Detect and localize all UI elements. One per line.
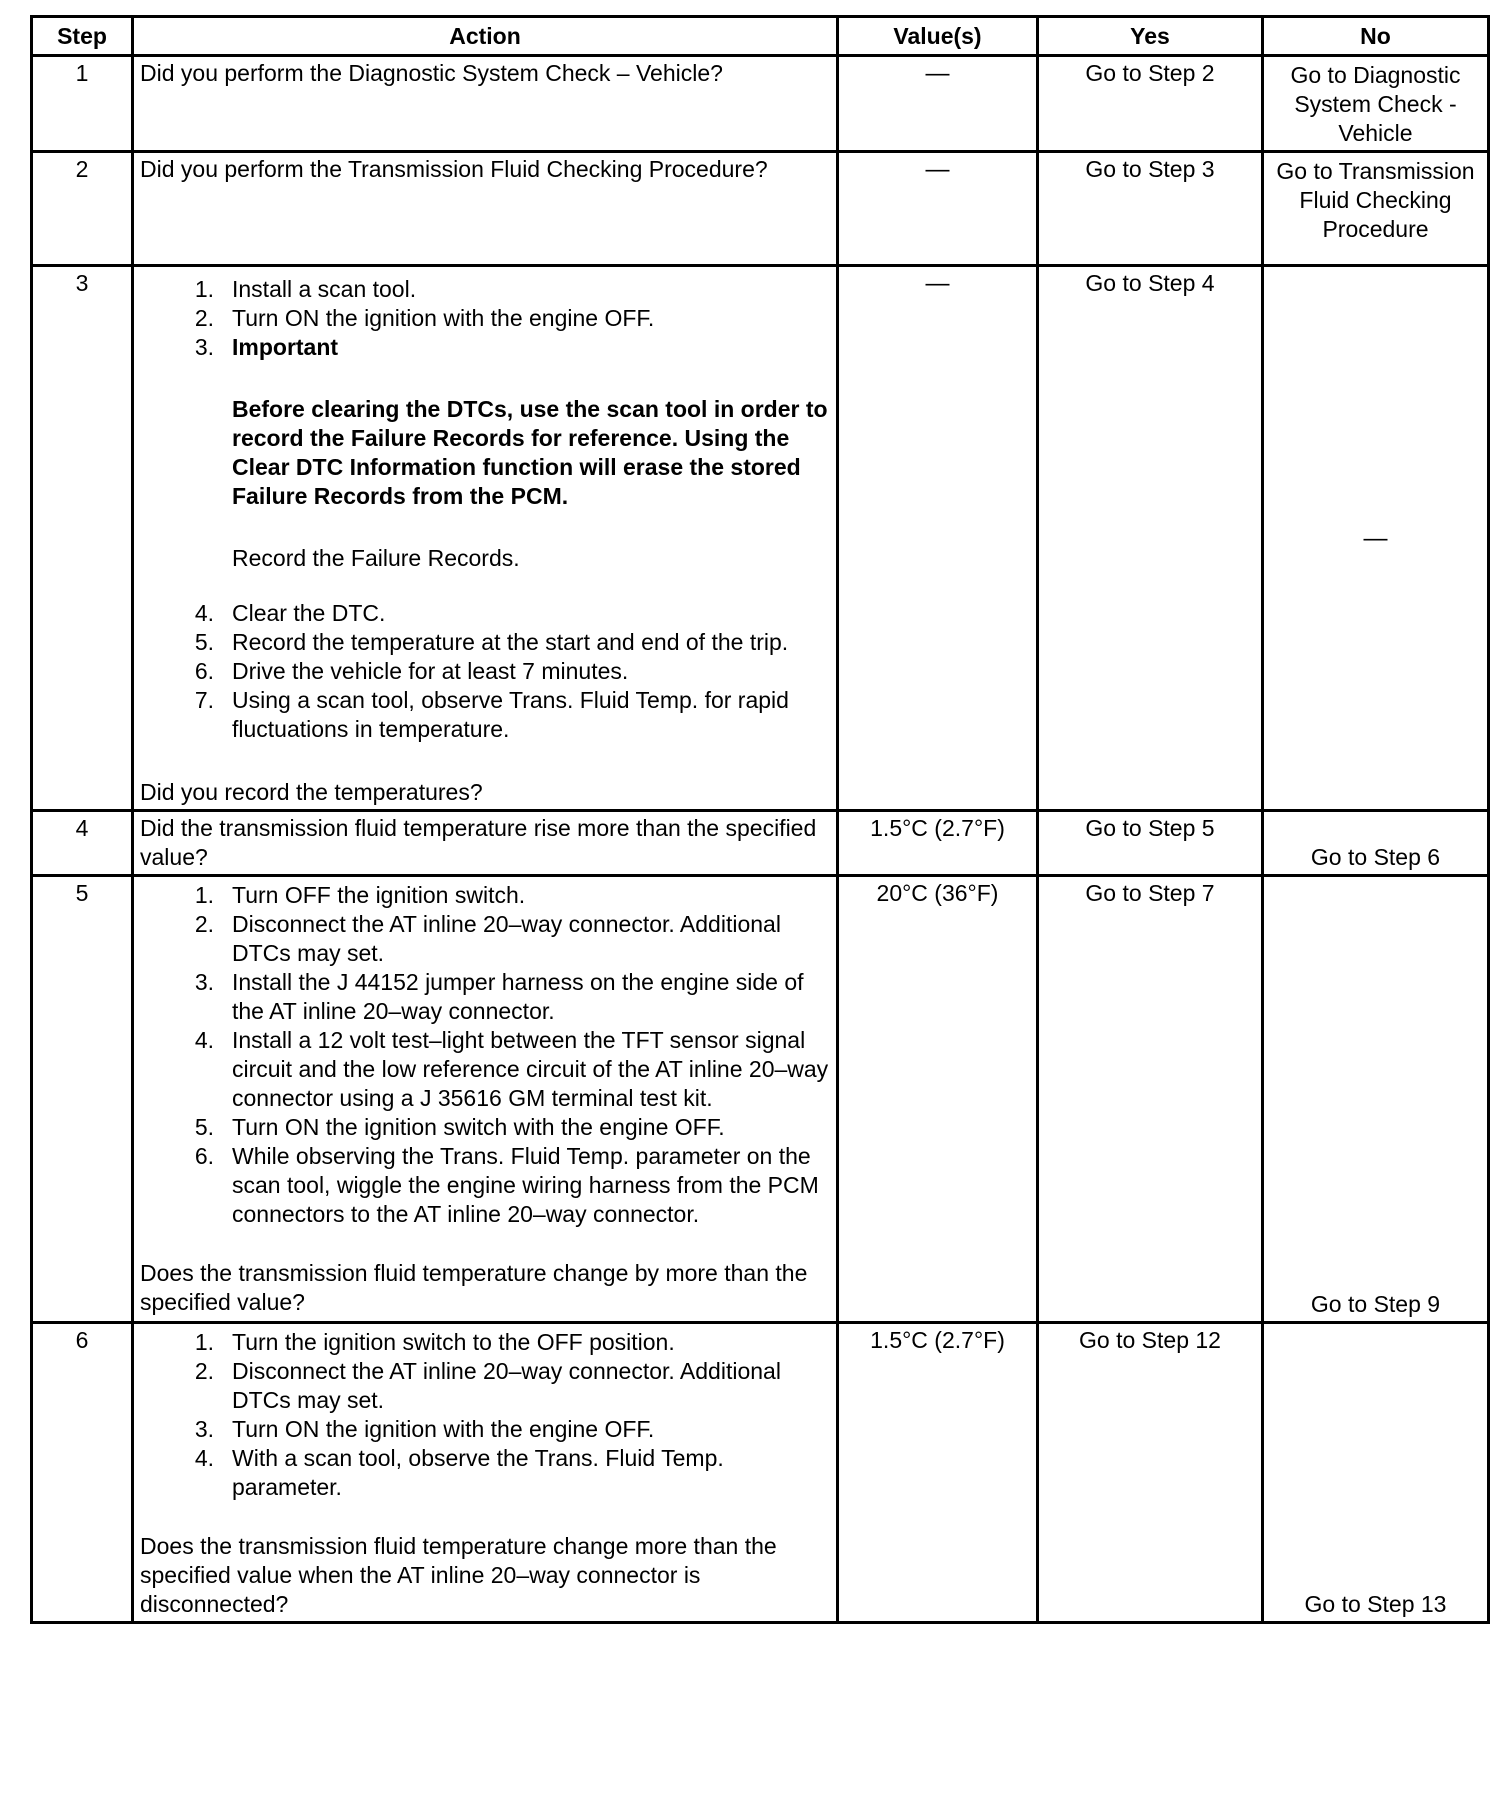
item-number: 2. — [194, 305, 214, 331]
item-text: Disconnect the AT inline 20–way connector. Additional DTCs may set. — [232, 1358, 781, 1413]
procedure-list — [140, 1328, 830, 1502]
table-row — [32, 1323, 1489, 1623]
item-number: 2. — [194, 1358, 214, 1384]
yes-cell: Go to Step 2 — [1038, 56, 1263, 152]
list-item — [140, 1328, 830, 1357]
table-row — [32, 266, 1489, 811]
item-text: Clear the DTC. — [232, 600, 386, 626]
header-no: No — [1263, 17, 1489, 56]
step-number: 6 — [32, 1323, 133, 1623]
list-item — [140, 1026, 830, 1113]
no-cell: Go to Transmission Fluid Checking Procedure — [1263, 152, 1489, 266]
item-text: With a scan tool, observe the Trans. Fluid Temp. parameter. — [232, 1445, 724, 1500]
step-number: 3 — [32, 266, 133, 811]
header-action: Action — [133, 17, 838, 56]
item-text: Install the J 44152 jumper harness on the engine side of the AT inline 20–way connector. — [232, 969, 804, 1024]
list-item — [140, 1444, 830, 1502]
list-item — [140, 686, 830, 744]
important-label: Important — [232, 334, 339, 360]
item-number: 6. — [194, 658, 214, 684]
list-item — [140, 910, 830, 968]
important-note: Before clearing the DTCs, use the scan tool in order to record the Failure Records for reference. Using the Clear DTC Information function will erase the stored Failure Records from the PCM. — [232, 396, 828, 509]
item-text: Turn ON the ignition with the engine OFF. — [232, 305, 655, 331]
procedure-list — [140, 275, 830, 362]
item-number: 7. — [194, 687, 214, 713]
item-number: 1. — [194, 1329, 214, 1355]
step-number: 1 — [32, 56, 133, 152]
no-cell: Go to Diagnostic System Check - Vehicle — [1263, 56, 1489, 152]
list-item — [140, 1142, 830, 1229]
table-row — [32, 876, 1489, 1323]
procedure-list — [140, 881, 830, 1229]
item-text: Turn ON the ignition switch with the engine OFF. — [232, 1114, 725, 1140]
action-text: Did you perform the Transmission Fluid Checking Procedure? — [133, 152, 838, 266]
step-number: 5 — [32, 876, 133, 1323]
list-item — [140, 968, 830, 1026]
action-text: Did you perform the Diagnostic System Check – Vehicle? — [133, 56, 838, 152]
list-item — [140, 1357, 830, 1415]
item-number: 3. — [194, 969, 214, 995]
yes-cell: Go to Step 5 — [1038, 811, 1263, 876]
item-number: 3. — [194, 1416, 214, 1442]
item-text: Drive the vehicle for at least 7 minutes. — [232, 658, 629, 684]
value-cell: — — [838, 56, 1038, 152]
action-cell — [133, 876, 838, 1323]
value-cell: — — [838, 266, 1038, 811]
no-cell: Go to Step 9 — [1263, 876, 1489, 1323]
item-number: 1. — [194, 882, 214, 908]
header-step: Step — [32, 17, 133, 56]
item-number: 2. — [194, 911, 214, 937]
item-number: 4. — [194, 1445, 214, 1471]
value-cell: 1.5°C (2.7°F) — [838, 1323, 1038, 1623]
item-text: Turn OFF the ignition switch. — [232, 882, 526, 908]
item-number: 4. — [194, 1027, 214, 1053]
yes-cell: Go to Step 7 — [1038, 876, 1263, 1323]
value-cell: 20°C (36°F) — [838, 876, 1038, 1323]
table-row — [32, 56, 1489, 152]
step-number: 2 — [32, 152, 133, 266]
item-number: 6. — [194, 1143, 214, 1169]
procedure-list — [140, 599, 830, 744]
question-text: Did you record the temperatures? — [140, 779, 483, 805]
list-item — [140, 881, 830, 910]
item-number: 3. — [194, 334, 214, 360]
action-cell — [133, 266, 838, 811]
record-instruction: Record the Failure Records. — [232, 545, 520, 571]
list-item — [140, 1415, 830, 1444]
no-cell: — — [1263, 266, 1489, 811]
no-cell: Go to Step 13 — [1263, 1323, 1489, 1623]
list-item — [140, 304, 830, 333]
value-cell: 1.5°C (2.7°F) — [838, 811, 1038, 876]
item-text: While observing the Trans. Fluid Temp. parameter on the scan tool, wiggle the engine wiring harness from the PCM connectors to the AT inline 20–way connector. — [232, 1143, 819, 1227]
header-yes: Yes — [1038, 17, 1263, 56]
yes-cell: Go to Step 4 — [1038, 266, 1263, 811]
yes-cell: Go to Step 12 — [1038, 1323, 1263, 1623]
item-text: Using a scan tool, observe Trans. Fluid Temp. for rapid fluctuations in temperature. — [232, 687, 789, 742]
item-number: 4. — [194, 600, 214, 626]
list-item — [140, 599, 830, 628]
action-cell — [133, 1323, 838, 1623]
value-cell: — — [838, 152, 1038, 266]
item-text: Turn the ignition switch to the OFF position. — [232, 1329, 675, 1355]
question-text: Does the transmission fluid temperature change more than the specified value when the AT inline 20–way connector is disconnected? — [140, 1533, 777, 1617]
list-item — [140, 1113, 830, 1142]
table-row — [32, 152, 1489, 266]
action-text: Did the transmission fluid temperature rise more than the specified value? — [133, 811, 838, 876]
list-item — [140, 275, 830, 304]
header-row — [32, 17, 1489, 56]
table-row — [32, 811, 1489, 876]
item-text: Install a scan tool. — [232, 276, 417, 302]
list-item — [140, 657, 830, 686]
no-cell: Go to Step 6 — [1263, 811, 1489, 876]
item-number: 5. — [194, 629, 214, 655]
yes-cell: Go to Step 3 — [1038, 152, 1263, 266]
item-text: Record the temperature at the start and end of the trip. — [232, 629, 789, 655]
diagnostic-table — [30, 15, 1490, 1624]
question-text: Does the transmission fluid temperature change by more than the specified value? — [140, 1260, 808, 1315]
item-text: Turn ON the ignition with the engine OFF. — [232, 1416, 655, 1442]
item-text: Disconnect the AT inline 20–way connector. Additional DTCs may set. — [232, 911, 781, 966]
item-number: 5. — [194, 1114, 214, 1140]
list-item — [140, 628, 830, 657]
item-number: 1. — [194, 276, 214, 302]
step-number: 4 — [32, 811, 133, 876]
item-text: Install a 12 volt test–light between the TFT sensor signal circuit and the low reference circuit of the AT inline 20–way connector using a J 35616 GM terminal test kit. — [232, 1027, 829, 1111]
list-item — [140, 333, 830, 362]
header-values: Value(s) — [838, 17, 1038, 56]
